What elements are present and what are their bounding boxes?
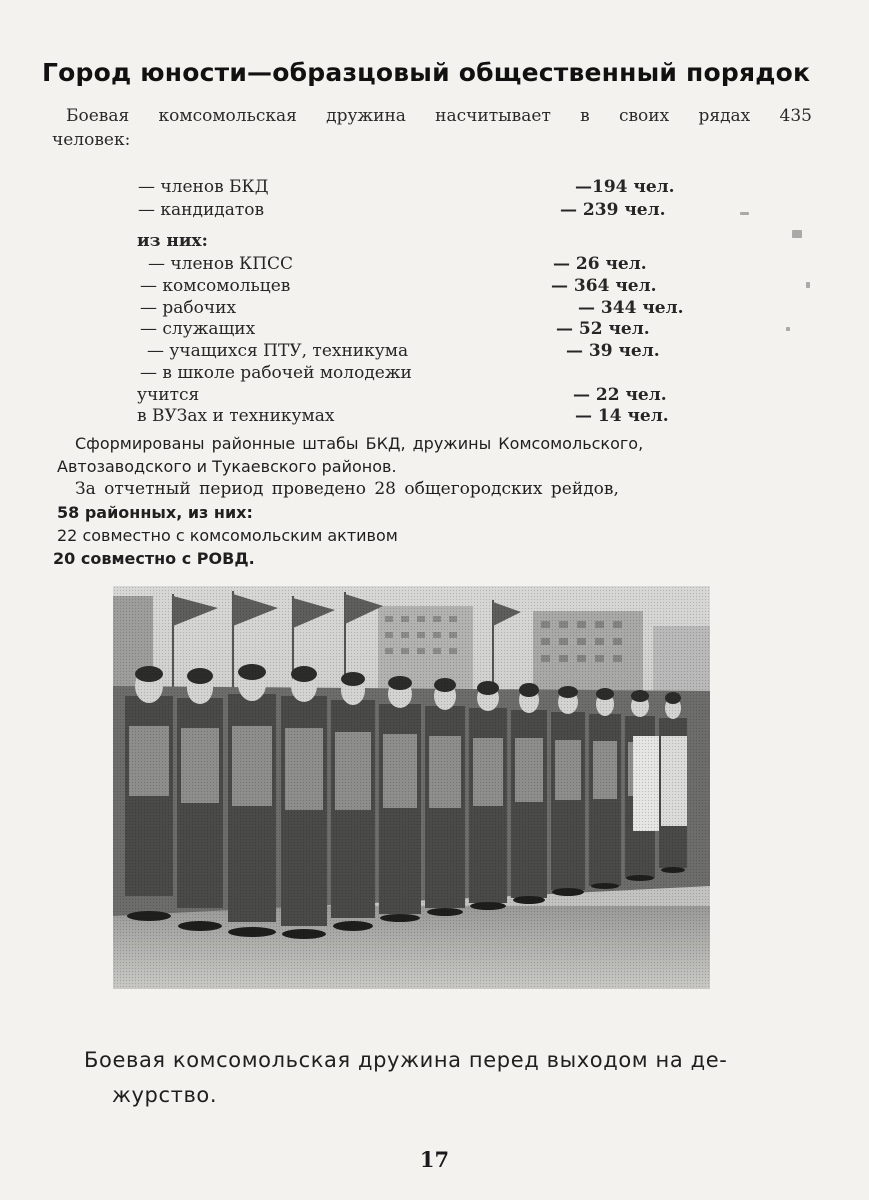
breakdown-row-studying xyxy=(0,384,869,406)
breakdown-value: — 39 чел. xyxy=(566,341,660,361)
scan-speck xyxy=(806,282,810,288)
breakdown-label: — рабочих xyxy=(140,298,237,318)
breakdown-label: — комсомольцев xyxy=(140,276,291,296)
breakdown-subheading: из них: xyxy=(137,231,208,251)
paragraph-raids-line-4: 20 совместно с РОВД. xyxy=(53,549,255,568)
stat-value: —194 чел. xyxy=(575,177,675,197)
intro-line-2: человек: xyxy=(52,130,131,150)
breakdown-value: — 52 чел. xyxy=(556,319,650,339)
paragraph-raids-line-1: За отчетный период проведено 28 общегородских рейдов, xyxy=(75,479,619,499)
photo-caption xyxy=(84,1043,824,1113)
stat-label: — кандидатов xyxy=(138,200,265,220)
scan-speck xyxy=(740,212,749,215)
caption-line-2: журство. xyxy=(112,1083,218,1107)
breakdown-label: в ВУЗах и техникумах xyxy=(137,406,335,426)
stat-row-members xyxy=(0,176,869,198)
breakdown-label: — служащих xyxy=(140,319,256,339)
breakdown-row-workers xyxy=(0,297,869,319)
breakdown-row-students-ptu xyxy=(0,340,869,362)
breakdown-value: — 14 чел. xyxy=(575,406,669,426)
scan-speck xyxy=(786,327,790,331)
breakdown-row-komsomol xyxy=(0,275,869,297)
breakdown-row-universities xyxy=(0,405,869,427)
paragraph-staffs-line-1: Сформированы районные штабы БКД, дружины Комсомольского, xyxy=(75,434,644,453)
breakdown-label: — в школе рабочей молодежи xyxy=(140,363,412,383)
caption-line-1: Боевая комсомольская дружина перед выходом на де- xyxy=(84,1048,728,1072)
breakdown-value: — 22 чел. xyxy=(573,385,667,405)
stat-label: — членов БКД xyxy=(138,177,269,197)
breakdown-label: учится xyxy=(137,385,200,405)
paragraph-raids-line-2: 58 районных, из них: xyxy=(57,503,253,522)
paragraph-raids-line-3: 22 совместно с комсомольским активом xyxy=(57,526,398,545)
page-number: 17 xyxy=(419,1147,450,1172)
intro-line-1: Боевая комсомольская дружина насчитывает в своих рядах 435 xyxy=(66,106,812,126)
breakdown-row-employees xyxy=(0,318,869,340)
breakdown-label: — учащихся ПТУ, техникума xyxy=(147,341,409,361)
breakdown-value: — 364 чел. xyxy=(551,276,657,296)
stat-row-candidates xyxy=(0,199,869,221)
breakdown-value: — 26 чел. xyxy=(553,254,647,274)
breakdown-row-cpsu xyxy=(0,253,869,275)
stat-value: — 239 чел. xyxy=(560,200,666,220)
brigade-photo xyxy=(113,586,710,989)
breakdown-value: — 344 чел. xyxy=(578,298,684,318)
paragraph-staffs-line-2: Автозаводского и Тукаевского районов. xyxy=(57,457,397,476)
page-heading: Город юности—образцовый общественный порядок xyxy=(42,58,811,87)
breakdown-label: — членов КПСС xyxy=(148,254,294,274)
intro-paragraph xyxy=(52,104,812,152)
scan-speck xyxy=(792,230,802,238)
breakdown-row-evening-school xyxy=(0,362,869,384)
